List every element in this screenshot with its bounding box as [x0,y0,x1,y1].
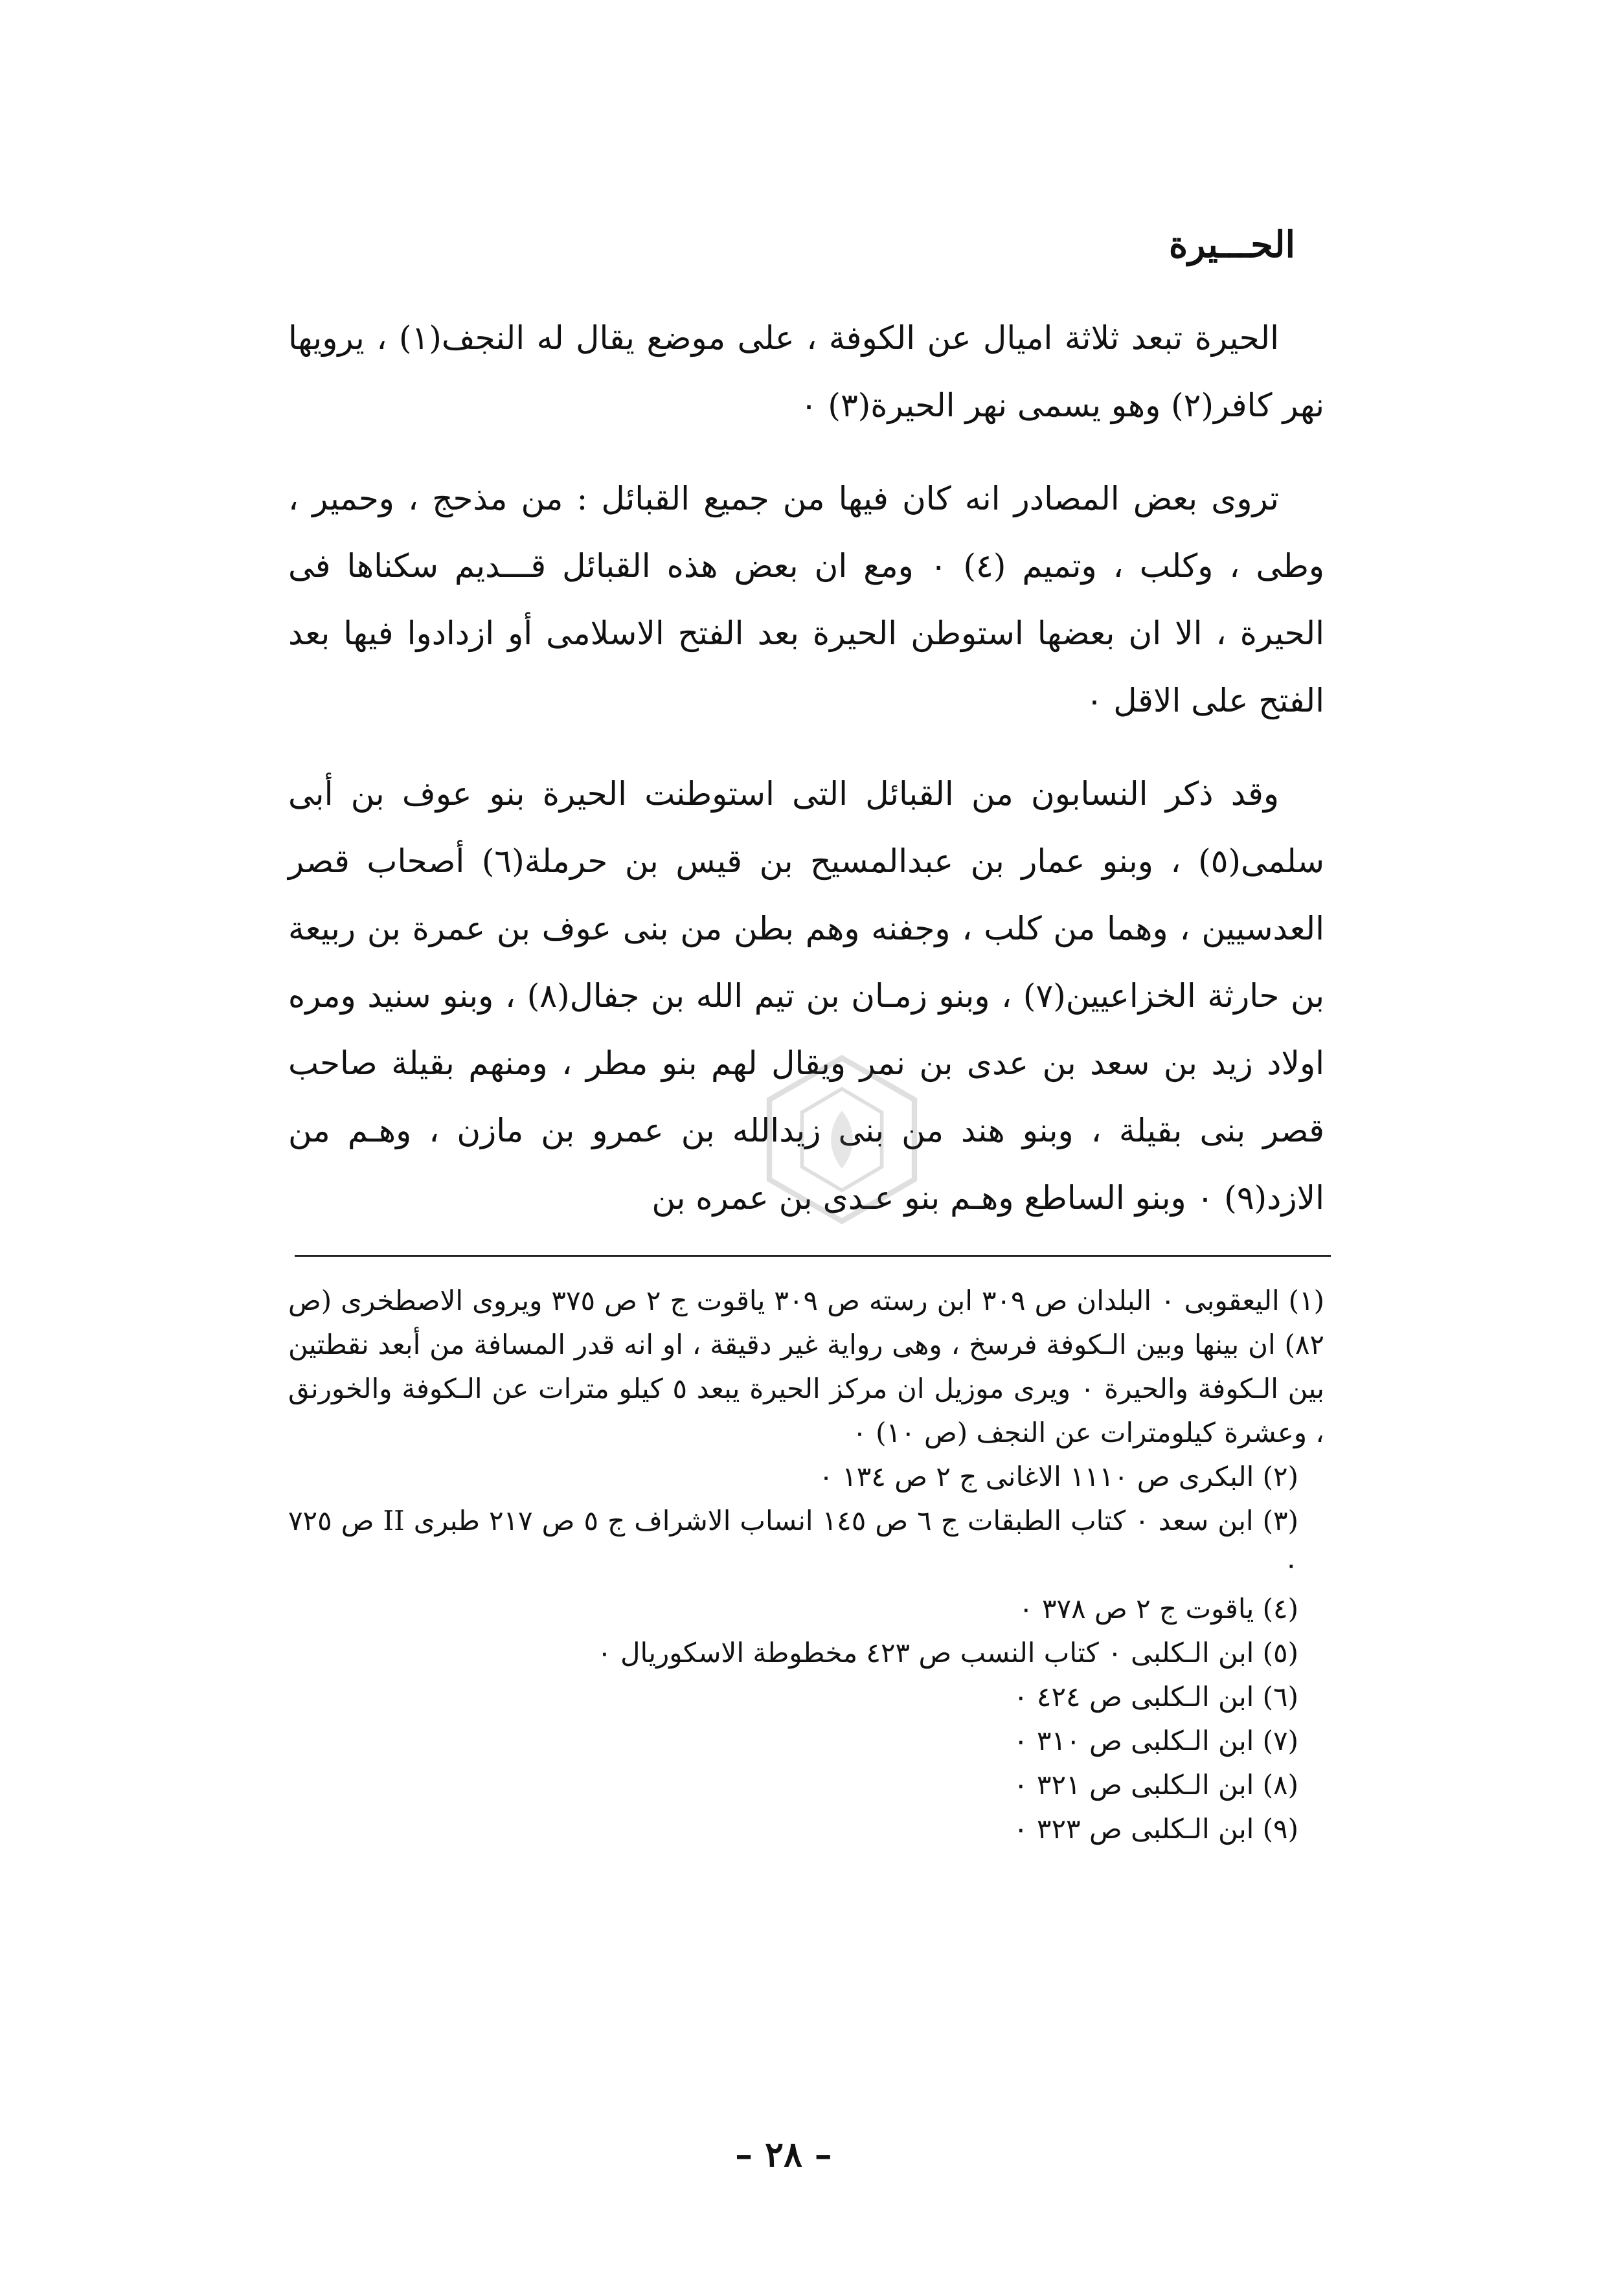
footnote-separator [295,1255,1331,1257]
footnotes [288,1279,1324,1851]
footnote-2: (٢) البكرى ص ١١١٠ الاغانى ج ٢ ص ١٣٤ ٠ [819,1461,1298,1492]
footnote-8: (٨) ابن الـكلبى ص ٣٢١ ٠ [1013,1769,1298,1801]
footnote-9: (٩) ابن الـكلبى ص ٣٢٣ ٠ [1013,1813,1298,1845]
footnote-6: (٦) ابن الـكلبى ص ٤٢٤ ٠ [1013,1681,1298,1713]
footnote-7: (٧) ابن الـكلبى ص ٣١٠ ٠ [1013,1725,1298,1757]
page-heading: الحـــيرة [1168,223,1295,266]
library-watermark-icon [751,1049,933,1230]
footnote-5: (٥) ابن الـكلبى ٠ كتاب النسب ص ٤٢٣ مخطوطة الاسكوريال ٠ [597,1637,1298,1669]
footnote-4: (٤) ياقوت ج ٢ ص ٣٧٨ ٠ [1019,1593,1298,1625]
paragraph-1: الحيرة تبعد ثلاثة اميال عن الكوفة ، على موضع يقال له النجف(١) ، يرويها نهر كافر(٢) وهو يسمى نهر الحيرة(٣) ٠ [288,319,1324,424]
footnote-3: (٣) ابن سعد ٠ كتاب الطبقات ج ٦ ص ١٤٥ انساب الاشراف ج ٥ ص ٢١٧ طبرى II ص ٧٢٥ ٠ [288,1505,1298,1581]
paragraph-2: تروى بعض المصادر انه كان فيها من جميع القبائل : من مذحج ، وحمير ، وطى ، وكلب ، وتميم (٤) ٠ ومع ان بعض هذه القبائل قـــديم سكناها فى الحيرة ، الا ان بعضها استوطن الحيرة بعد الفتح الاسلامى أو ازدادوا فيها بعد الفتح على الاقل ٠ [288,480,1325,719]
paragraph-3: وقد ذكر النسابون من القبائل التى استوطنت الحيرة بنو عوف بن أبى سلمى(٥) ، وبنو عمار بن عبدالمسيح بن قيس بن حرملة(٦) أصحاب قصر العدسيين ، وهما من كلب ، وجفنه وهم بطن من بنى عوف بن عمرة بن ربيعة بن حارثة الخزاعيين(٧) ، وبنو زمـان بن تيم الله بن جفال(٨) ، وبنو سنيد ومره اولاد زيد بن سعد بن عدى بن نمر ويقال لهم بنو مطر ، ومنهم بقيلة صاحب قصر بنى بقيلة ، وبنو هند من بنى زيدالله بن عمرو بن مازن ، وهـم من الازد(٩) ٠ وبنو الساطع وهـم بنو عـدى بن عمره بن [288,775,1325,1217]
footnote-1: (١) اليعقوبى ٠ البلدان ص ٣٠٩ ابن رسته ص ٣٠٩ ياقوت ج ٢ ص ٣٧٥ ويروى الاصطخرى (ص ٨٢) ان بينها وبين الـكوفة فرسخ ، وهى رواية غير دقيقة ، او انه قدر المسافة من أبعد نقطتين بين الـكوفة والحيرة ٠ ويرى موزيل ان مركز الحيرة يبعد ٥ كيلو مترات عن الـكوفة والخورنق ، وعشرة كيلومترات عن النجف (ص ١٠) ٠ [288,1285,1325,1448]
page-number: – ٢٨ – [735,2133,832,2175]
